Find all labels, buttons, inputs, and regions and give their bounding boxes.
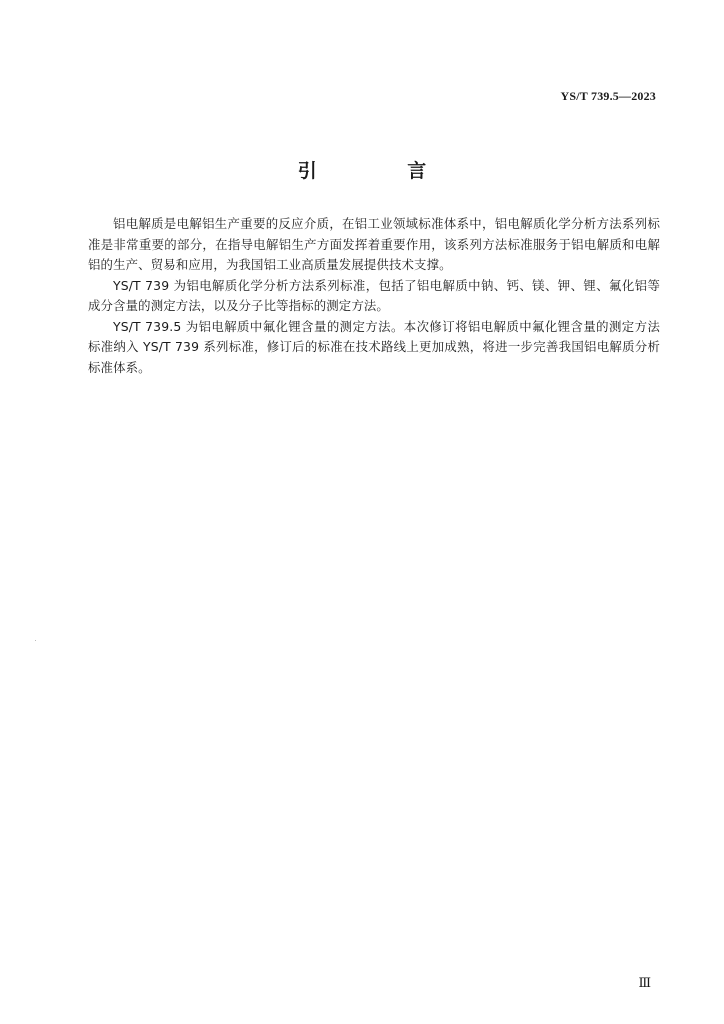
paragraph-1: 铝电解质是电解铝生产重要的反应介质，在铝工业领域标准体系中，铝电解质化学分析方法系列标准是非常重要的部分，在指导电解铝生产方面发挥着重要作用，该系列方法标准服务于铝电解质和电解铝的生产、贸易和应用，为我国铝工业高质量发展提供技术支撑。	[88, 216, 660, 272]
body-text	[88, 214, 660, 378]
paragraph-3: YS/T 739.5 为铝电解质中氟化锂含量的测定方法。本次修订将铝电解质中氟化锂含量的测定方法标准纳入 YS/T 739 系列标准，修订后的标准在技术路线上更加成熟，将进一步完善我国铝电解质分析标准体系。	[88, 318, 660, 375]
page-number: Ⅲ	[638, 975, 651, 990]
standard-code: YS/T 739.5—2023	[560, 89, 656, 103]
paragraph-2: YS/T 739 为铝电解质化学分析方法系列标准，包括了铝电解质中钠、钙、镁、钾、锂、氟化铝等成分含量的测定方法，以及分子比等指标的测定方法。	[88, 277, 660, 313]
scan-speck	[35, 640, 36, 641]
section-title: 引 言	[297, 160, 469, 182]
